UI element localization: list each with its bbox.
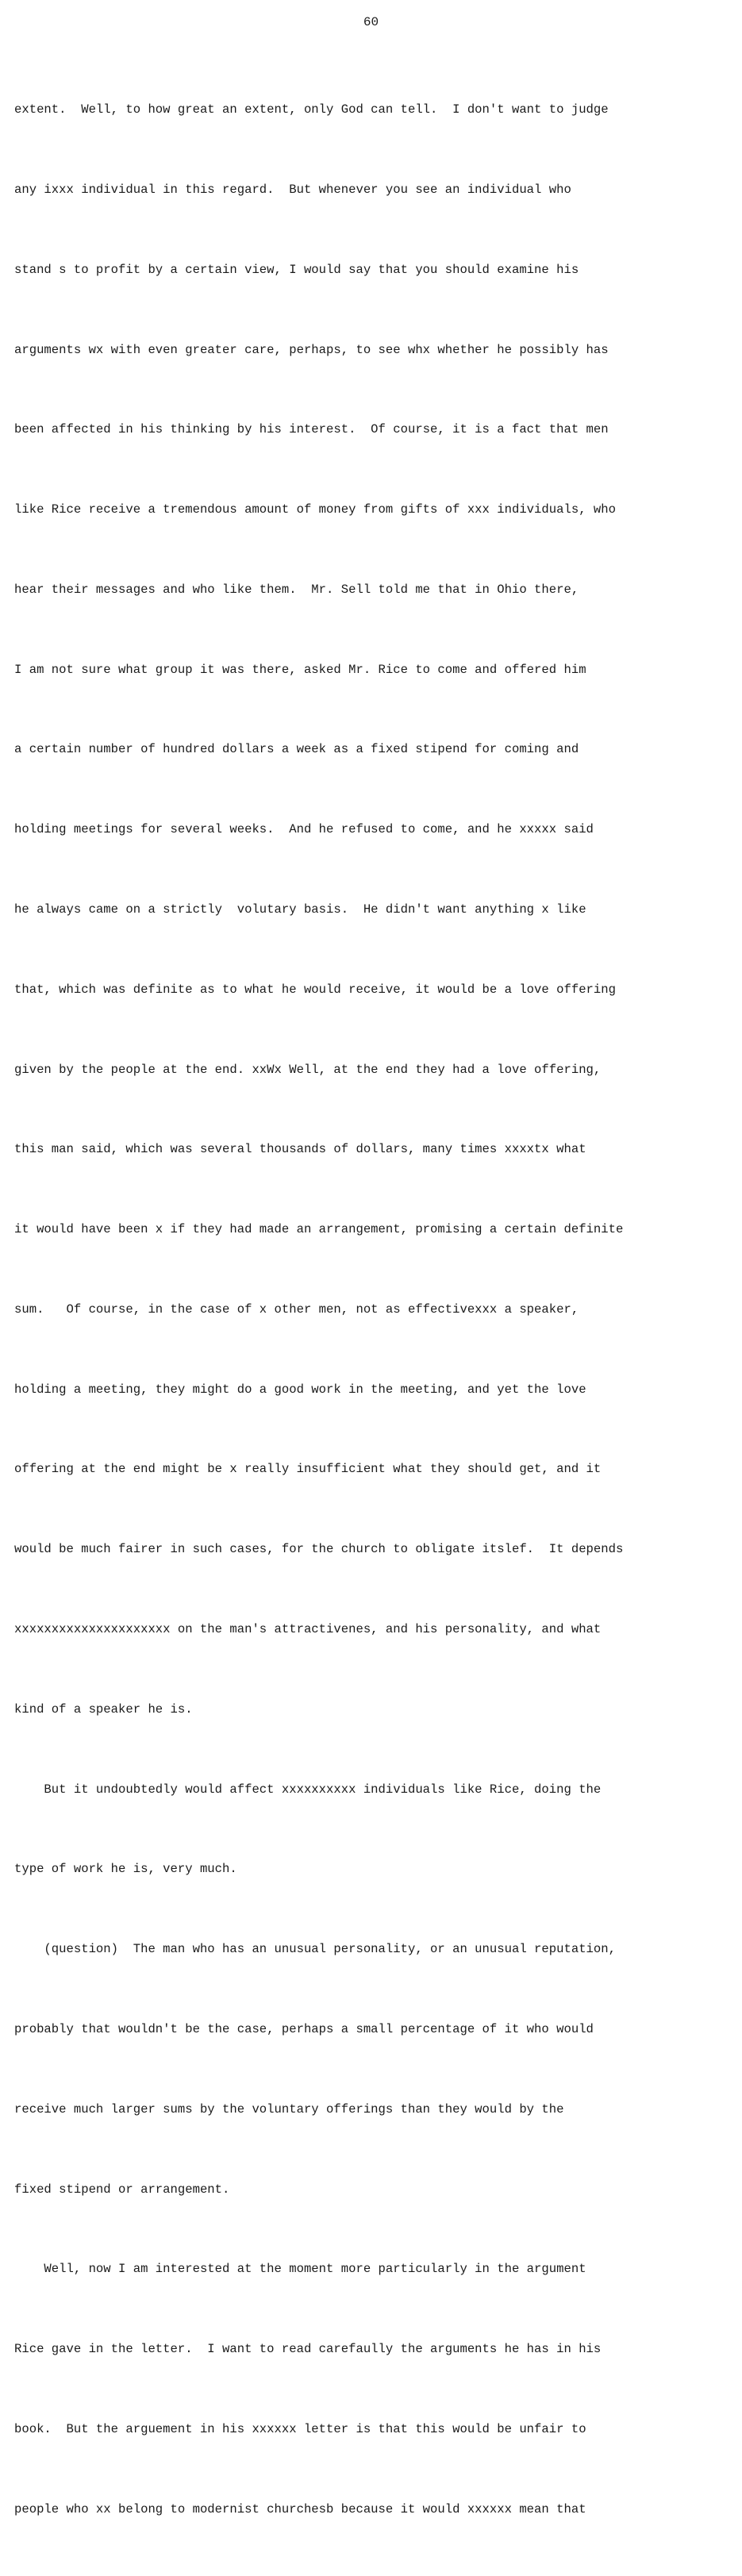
text-line: Rice gave in the letter. I want to read carefaully the arguments he has in his: [14, 2342, 602, 2357]
text-line: arguments wx with even greater care, perhaps, to see whx whether he possibly has: [14, 342, 609, 357]
text-line: would be much fairer in such cases, for the church to obligate itslef. It depends: [14, 1542, 624, 1557]
text-line: xxxxxxxxxxxxxxxxxxxxx on the man's attractivenes, and his personality, and what: [14, 1622, 602, 1637]
text-line: like Rice receive a tremendous amount of money from gifts of xxx individuals, who: [14, 502, 616, 517]
page-number: 60: [363, 15, 379, 29]
text-line: kind of a speaker he is.: [14, 1701, 193, 1717]
text-line: type of work he is, very much.: [14, 1862, 237, 1877]
text-line: sum. Of course, in the case of x other men, not as effectivexxx a speaker,: [14, 1301, 579, 1317]
text-line: offering at the end might be x really insufficient what they should get, and it: [14, 1462, 602, 1477]
text-line: I am not sure what group it was there, asked Mr. Rice to come and offered him: [14, 662, 586, 677]
text-line: Well, now I am interested at the moment more particularly in the argument: [14, 2262, 586, 2277]
text-line: receive much larger sums by the voluntary offerings than they would by the: [14, 2101, 564, 2117]
text-line: he always came on a strictly volutary basis. He didn't want anything x like: [14, 902, 586, 917]
text-line: it would have been x if they had made an arrangement, promising a certain definite: [14, 1222, 624, 1237]
text-line: hear their messages and who like them. Mr. Sell told me that in Ohio there,: [14, 582, 579, 597]
text-line: this man said, which was several thousands of dollars, many times xxxxtx what: [14, 1142, 586, 1157]
text-line: a certain number of hundred dollars a week as a fixed stipend for coming and: [14, 742, 579, 757]
text-line: But it undoubtedly would affect xxxxxxxxxx individuals like Rice, doing the: [14, 1782, 602, 1797]
text-line: that, which was definite as to what he would receive, it would be a love offering: [14, 982, 616, 997]
text-line: been affected in his thinking by his interest. Of course, it is a fact that men: [14, 422, 609, 437]
text-line: stand s to profit by a certain view, I would say that you should examine his: [14, 262, 579, 277]
text-line: people who xx belong to modernist churchesb because it would xxxxxx mean that: [14, 2501, 586, 2516]
text-line: any ixxx individual in this regard. But whenever you see an individual who: [14, 182, 571, 197]
text-line: probably that wouldn't be the case, perhaps a small percentage of it who would: [14, 2021, 594, 2036]
body-text: [14, 44, 673, 2576]
text-line: fixed stipend or arrangement.: [14, 2182, 230, 2197]
text-line: extent. Well, to how great an extent, only God can tell. I don't want to judge: [14, 102, 609, 117]
text-line: holding meetings for several weeks. And he refused to come, and he xxxxx said: [14, 822, 594, 837]
text-line: book. But the arguement in his xxxxxx letter is that this would be unfair to: [14, 2421, 586, 2436]
text-line: (question) The man who has an unusual personality, or an unusual reputation,: [14, 1942, 616, 1957]
text-line: given by the people at the end. xxWx Well, at the end they had a love offering,: [14, 1062, 602, 1077]
text-line: holding a meeting, they might do a good work in the meeting, and yet the love: [14, 1382, 586, 1397]
